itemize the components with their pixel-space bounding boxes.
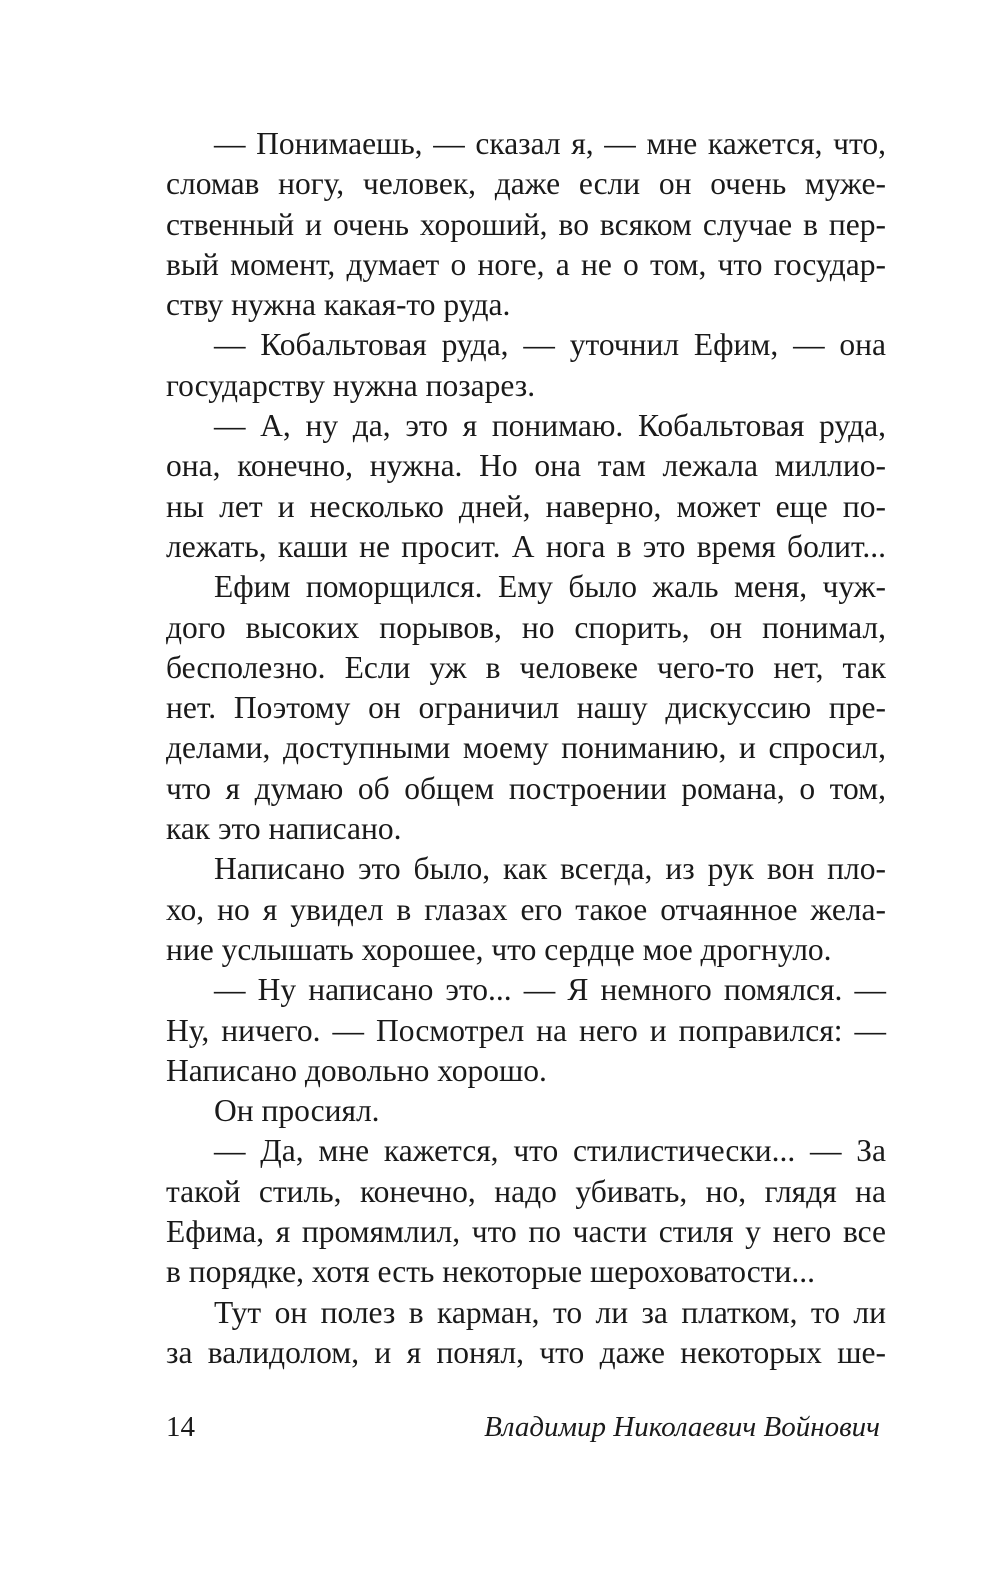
page-footer (166, 1406, 886, 1448)
text-line: Он просиял. (214, 1093, 380, 1129)
text-line: Ефим поморщился. Ему было жаль меня, чуж- (214, 569, 886, 605)
running-footer-author: Владимир Николаевич Войнович (484, 1411, 880, 1443)
text-line: — Понимаешь, — сказал я, — мне кажется, что, (214, 126, 886, 161)
text-line: вый момент, думает о ноге, а не о том, что государ- (166, 246, 886, 282)
text-line: Написано довольно хорошо. (166, 1052, 547, 1088)
text-line: ны лет и несколько дней, наверно, может еще по- (166, 488, 886, 524)
text-line: бесполезно. Если уж в человеке чего-то нет, так (166, 649, 886, 685)
body-text (166, 124, 886, 1373)
text-line: как это написано. (166, 811, 402, 847)
text-line: что я думаю об общем построении романа, о том, (166, 770, 886, 806)
text-line: хо, но я увидел в глазах его такое отчаянное жела- (166, 891, 886, 927)
text-line: ству нужна какая-то руда. (166, 287, 511, 323)
text-line: — Ну написано это... — Я немного помялся. — (214, 972, 886, 1008)
text-line: за валидолом, и я понял, что даже некоторых ше- (166, 1334, 886, 1370)
text-line: — Да, мне кажется, что стилистически... — За (214, 1133, 886, 1169)
text-line: ственный и очень хороший, во всяком случае в пер- (166, 206, 886, 242)
text-line: лежать, каши не просит. А нога в это время болит... (166, 528, 886, 564)
text-line: в порядке, хотя есть некоторые шероховатости... (166, 1254, 815, 1290)
text-line: государству нужна позарез. (166, 367, 536, 403)
text-line: дого высоких порывов, но спорить, он понимал, (166, 609, 886, 645)
text-line: — А, ну да, это я понимаю. Кобальтовая руда, (214, 408, 886, 444)
text-line: Тут он полез в карман, то ли за платком, то ли (214, 1294, 886, 1330)
text-line: Ну, ничего. — Посмотрел на него и поправился: — (166, 1012, 886, 1048)
text-line: Написано это было, как всегда, из рук вон пло- (214, 851, 886, 887)
text-line: — Кобальтовая руда, — уточнил Ефим, — она (214, 327, 886, 363)
text-line: такой стиль, конечно, надо убивать, но, глядя на (166, 1173, 886, 1209)
text-line: нет. Поэтому он ограничил нашу дискуссию пре- (166, 690, 886, 726)
text-line: Ефима, я промямлил, что по части стиля у него все (166, 1214, 886, 1250)
text-line: ние услышать хорошее, что сердце мое дрогнуло. (166, 931, 832, 967)
text-line: она, конечно, нужна. Но она там лежала миллио- (166, 448, 886, 484)
text-line: сломав ногу, человек, даже если он очень муже- (166, 166, 886, 202)
text-line: делами, доступными моему пониманию, и спросил, (166, 730, 886, 766)
page-number: 14 (166, 1411, 195, 1443)
